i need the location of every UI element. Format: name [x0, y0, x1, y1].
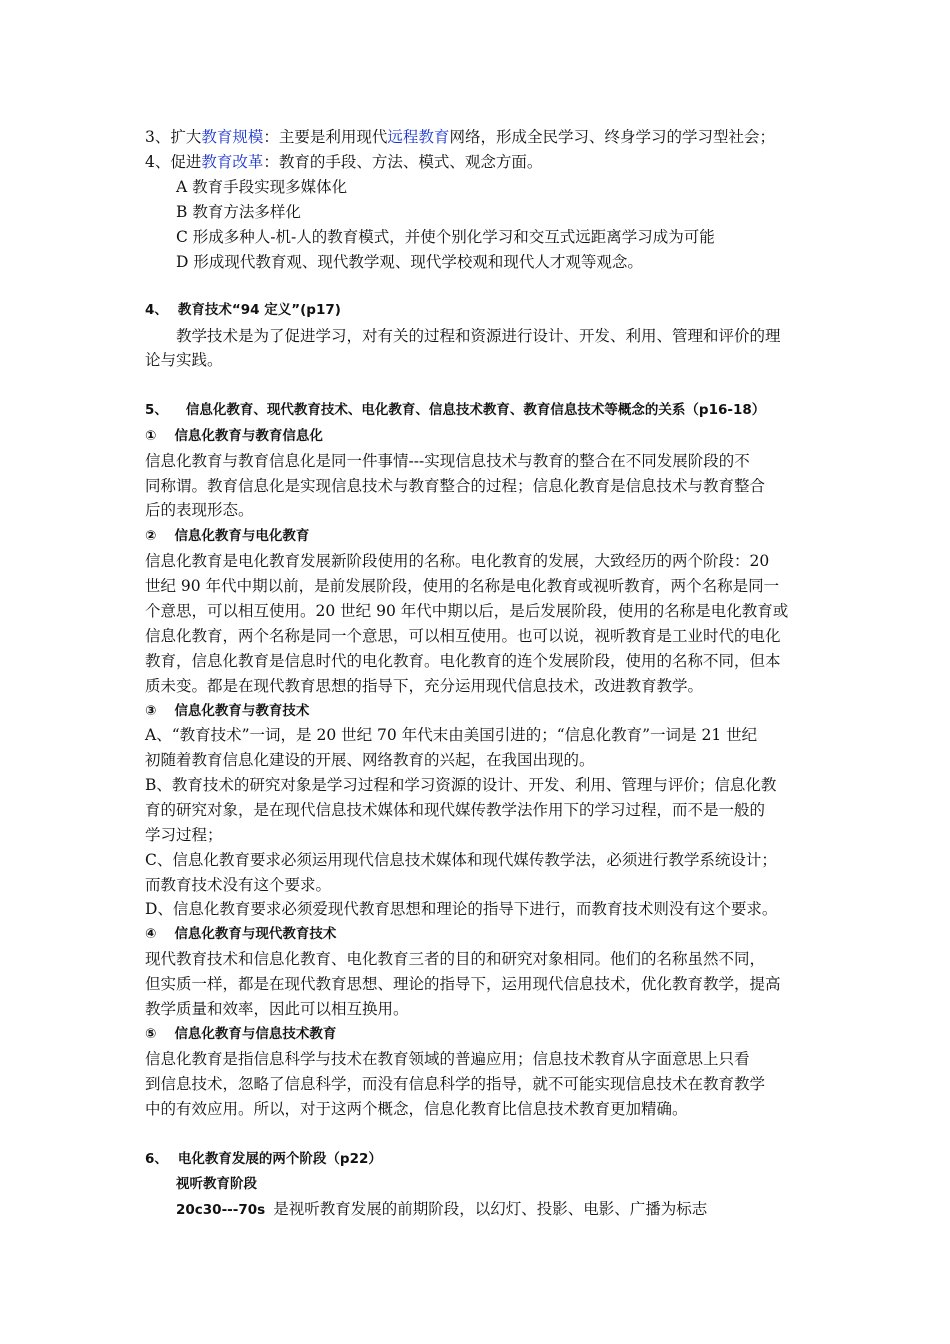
subsection-3-body-5: 学习过程；: [145, 826, 223, 844]
stage-period: 20c30---70s: [176, 1202, 266, 1218]
subsection-4-body-1: 现代教育技术和信息化教育、电化教育三者的目的和研究对象相同。他们的名称虽然不同，: [145, 950, 766, 968]
subsection-3-body-1: A、“教育技术”一词，是 20 世纪 70 年代末由美国引进的；“信息化教育”一词是 21 世纪: [145, 726, 758, 744]
link-distance-education[interactable]: 远程教育: [387, 128, 450, 146]
subsection-3-body-7: 而教育技术没有这个要求。: [145, 876, 332, 894]
stage-description: 20c30---70s 是视听教育发展的前期阶段，以幻灯、投影、电影、广播为标志: [176, 1200, 708, 1218]
section-4-heading: 4、 教育技术“94 定义”(p17): [145, 302, 341, 318]
subsection-5-body-2: 到信息技术，忽略了信息科学，而没有信息科学的指导，就不可能实现信息技术在教育教学: [145, 1075, 766, 1093]
subsection-2-heading: ② 信息化教育与电化教育: [145, 528, 310, 544]
stage-title: 视听教育阶段: [176, 1176, 257, 1192]
subsection-1-body-1: 信息化教育与教育信息化是同一件事情---实现信息技术与教育的整合在不同发展阶段的不: [145, 452, 750, 470]
section-4-body-2: 论与实践。: [145, 351, 223, 369]
link-education-scale[interactable]: 教育规模: [201, 128, 264, 146]
subsection-4-body-3: 教学质量和效率，因此可以相互换用。: [145, 1000, 409, 1018]
subsection-4-heading: ④ 信息化教育与现代教育技术: [145, 926, 337, 942]
item-3: 3、扩大教育规模：主要是利用现代远程教育网络，形成全民学习、终身学习的学习型社会；: [145, 128, 775, 146]
link-education-reform[interactable]: 教育改革: [201, 153, 264, 171]
section-6-heading: 6、 电化教育发展的两个阶段（p22）: [145, 1151, 382, 1167]
subsection-2-body-5: 教育，信息化教育是信息时代的电化教育。电化教育的连个发展阶段，使用的名称不同，但本: [145, 652, 781, 670]
subsection-5-body-3: 中的有效应用。所以，对于这两个概念，信息化教育比信息技术教育更加精确。: [145, 1100, 688, 1118]
subsection-2-body-2: 世纪 90 年代中期以前，是前发展阶段，使用的名称是电化教育或视听教育，两个名称是同一: [145, 577, 780, 595]
section-5-heading: 5、 信息化教育、现代教育技术、电化教育、信息技术教育、教育信息技术等概念的关系（p16-18）: [145, 402, 766, 418]
subsection-1-body-2: 同称谓。教育信息化是实现信息技术与教育整合的过程；信息化教育是信息技术与教育整合: [145, 477, 766, 495]
subsection-3-body-2: 初随着教育信息化建设的开展、网络教育的兴起，在我国出现的。: [145, 751, 595, 769]
subsection-2-body-6: 质未变。都是在现代教育思想的指导下，充分运用现代信息技术，改进教育教学。: [145, 677, 704, 695]
subsection-3-body-3: B、教育技术的研究对象是学习过程和学习资源的设计、开发、利用、管理与评价；信息化教: [145, 776, 777, 794]
subsection-3-heading: ③ 信息化教育与教育技术: [145, 703, 310, 719]
subsection-2-body-4: 信息化教育，两个名称是同一个意思，可以相互使用。也可以说，视听教育是工业时代的电化: [145, 627, 781, 645]
section-4-body-1: 教学技术是为了促进学习，对有关的过程和资源进行设计、开发、利用、管理和评价的理: [176, 327, 781, 345]
subsection-5-heading: ⑤ 信息化教育与信息技术教育: [145, 1026, 337, 1042]
item-4-sub-c: C 形成多种人-机-人的教育模式，并使个别化学习和交互式远距离学习成为可能: [176, 228, 715, 246]
subsection-3-body-6: C、信息化教育要求必须运用现代信息技术媒体和现代媒传教学法，必须进行教学系统设计；: [145, 851, 777, 869]
subsection-1-heading: ① 信息化教育与教育信息化: [145, 428, 323, 444]
subsection-5-body-1: 信息化教育是指信息科学与技术在教育领域的普遍应用；信息技术教育从字面意思上只看: [145, 1050, 750, 1068]
subsection-4-body-2: 但实质一样，都是在现代教育思想、理论的指导下，运用现代信息技术，优化教育教学，提高: [145, 975, 781, 993]
item-4-sub-b: B 教育方法多样化: [176, 203, 301, 221]
subsection-1-body-3: 后的表现形态。: [145, 501, 254, 519]
item-4-sub-d: D 形成现代教育观、现代教学观、现代学校观和现代人才观等观念。: [176, 253, 643, 271]
subsection-3-body-8: D、信息化教育要求必须爱现代教育思想和理论的指导下进行，而教育技术则没有这个要求。: [145, 900, 778, 918]
subsection-2-body-1: 信息化教育是电化教育发展新阶段使用的名称。电化教育的发展，大致经历的两个阶段：20: [145, 552, 770, 570]
subsection-3-body-4: 育的研究对象，是在现代信息技术媒体和现代媒传教学法作用下的学习过程，而不是一般的: [145, 801, 766, 819]
item-4-sub-a: A 教育手段实现多媒体化: [176, 178, 348, 196]
item-4: 4、促进教育改革：教育的手段、方法、模式、观念方面。: [145, 153, 543, 171]
subsection-2-body-3: 个意思，可以相互使用。20 世纪 90 年代中期以后，是后发展阶段，使用的名称是电化教育或: [145, 602, 789, 620]
